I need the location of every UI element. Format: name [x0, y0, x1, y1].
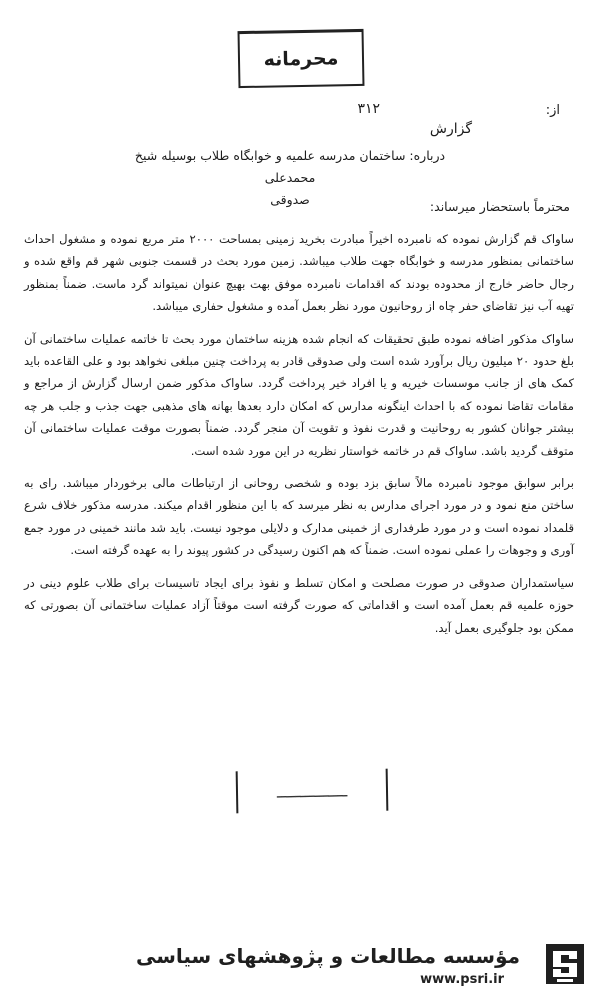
paragraph: ساواک قم گزارش نموده که نامبرده اخیراً مبادرت بخرید زمینی بمساحت ۲۰۰۰ متر مربع نموده و مشغول احداث ساختمانی بمنظور مدرسه و خوابگاه جهت طلاب میباشد. زمین مورد بحث در قسمت جنوبی شهر قم واقع شده و رجال حاضر خارج از محدوده بودند که اقدامات نامبرده موفق بهت بهیچ عنوان نمیتواند گرد ماست. ضمناً بمنظور تهیه آب نیز تقاضای حفر چاه از روحانیون مورد نظر بعمل آمده و مشغول حفاری میباشد. [20, 232, 574, 314]
subject-line-2: صدوقی [270, 192, 310, 207]
paragraph: برابر سوابق موجود نامبرده مالاً سابق بزد بوده و شخصی روحانی از ارتباطات مالی برخوردار میباشد. رای به ساختن منع نمود و در مورد اجرای مدارس به نظر میرسد که با این منظور اقدام میکند. مدرسه مذکور خلاف شرع قلمداد نموده است و در مورد طرفداری از خمینی مدارک و دلایلی موجود نیست. باید شد مانند خمینی در مورد جمع آوری و وجوهات را عملی نموده است. ضمناً که هم اکنون رسیدگی در کشور پیوند را به عهده گرفته است. [20, 476, 574, 558]
subject-line: درباره: ساختمان مدرسه علمیه و خوابگاه طلاب بوسیله شیخ محمدعلی [134, 148, 446, 185]
document-body [20, 228, 574, 833]
institute-name: مؤسسه مطالعات و پژوهشهای سیاسی [135, 944, 520, 968]
paragraph: ساواک مذکور اضافه نموده طبق تحقیقات که انجام شده هزینه ساختمان مورد بحث تا خاتمه عملیات ساختمانی آن بلغ حدود ۲۰ میلیون ریال برآورد شده است ولی صدوقی قادر به پرداخت چنین مبلغی نخواهد بود و علی القاعده باید کمک های از جانب موسسات خیریه و یا افراد خیر پرداخت گردد. ساواک مذکور ضمن ارسال گزارش از مراجع و مقامات تقاضا نموده که با احداث اینگونه مدارس که امکان دارد بعدها بهانه های مذهبی جهت جذب و جلب هر چه بیشتر جوانان کشور به روحانیت و قدرت نفوذ و تقویت آن منجر گردد. ضمناً بصورت موقت عملیات ساختمانی آن متوقف گردید باشد. ساواک قم در خاتمه خواستار نظریه در این مورد شده است. [20, 331, 574, 458]
report-number: ۳۱۲ [357, 101, 380, 117]
subject-block [130, 145, 450, 211]
classification-label: محرمانه [263, 47, 339, 71]
classification-stamp [238, 29, 365, 88]
report-label: گزارش [429, 121, 472, 137]
paragraph: سیاستمداران صدوقی در صورت مصلحت و امکان تسلط و نفوذ برای ایجاد تاسیسات برای طلاب علوم دینی در حوزه علمیه قم بعمل آمده است و اقداماتی که صورت گرفته است موقتاً آزاد عملیات ساختمانی آن بصورتی که ممکن بود جلوگیری بعمل آید. [20, 575, 574, 635]
institute-logo-icon [545, 943, 585, 985]
greeting: محترماً باستحضار میرساند: [429, 199, 570, 214]
from-label: از: [545, 103, 560, 118]
handwritten-signature: ـــــــــــــــ [236, 769, 389, 814]
institute-website[interactable]: www.psri.ir [420, 972, 504, 987]
